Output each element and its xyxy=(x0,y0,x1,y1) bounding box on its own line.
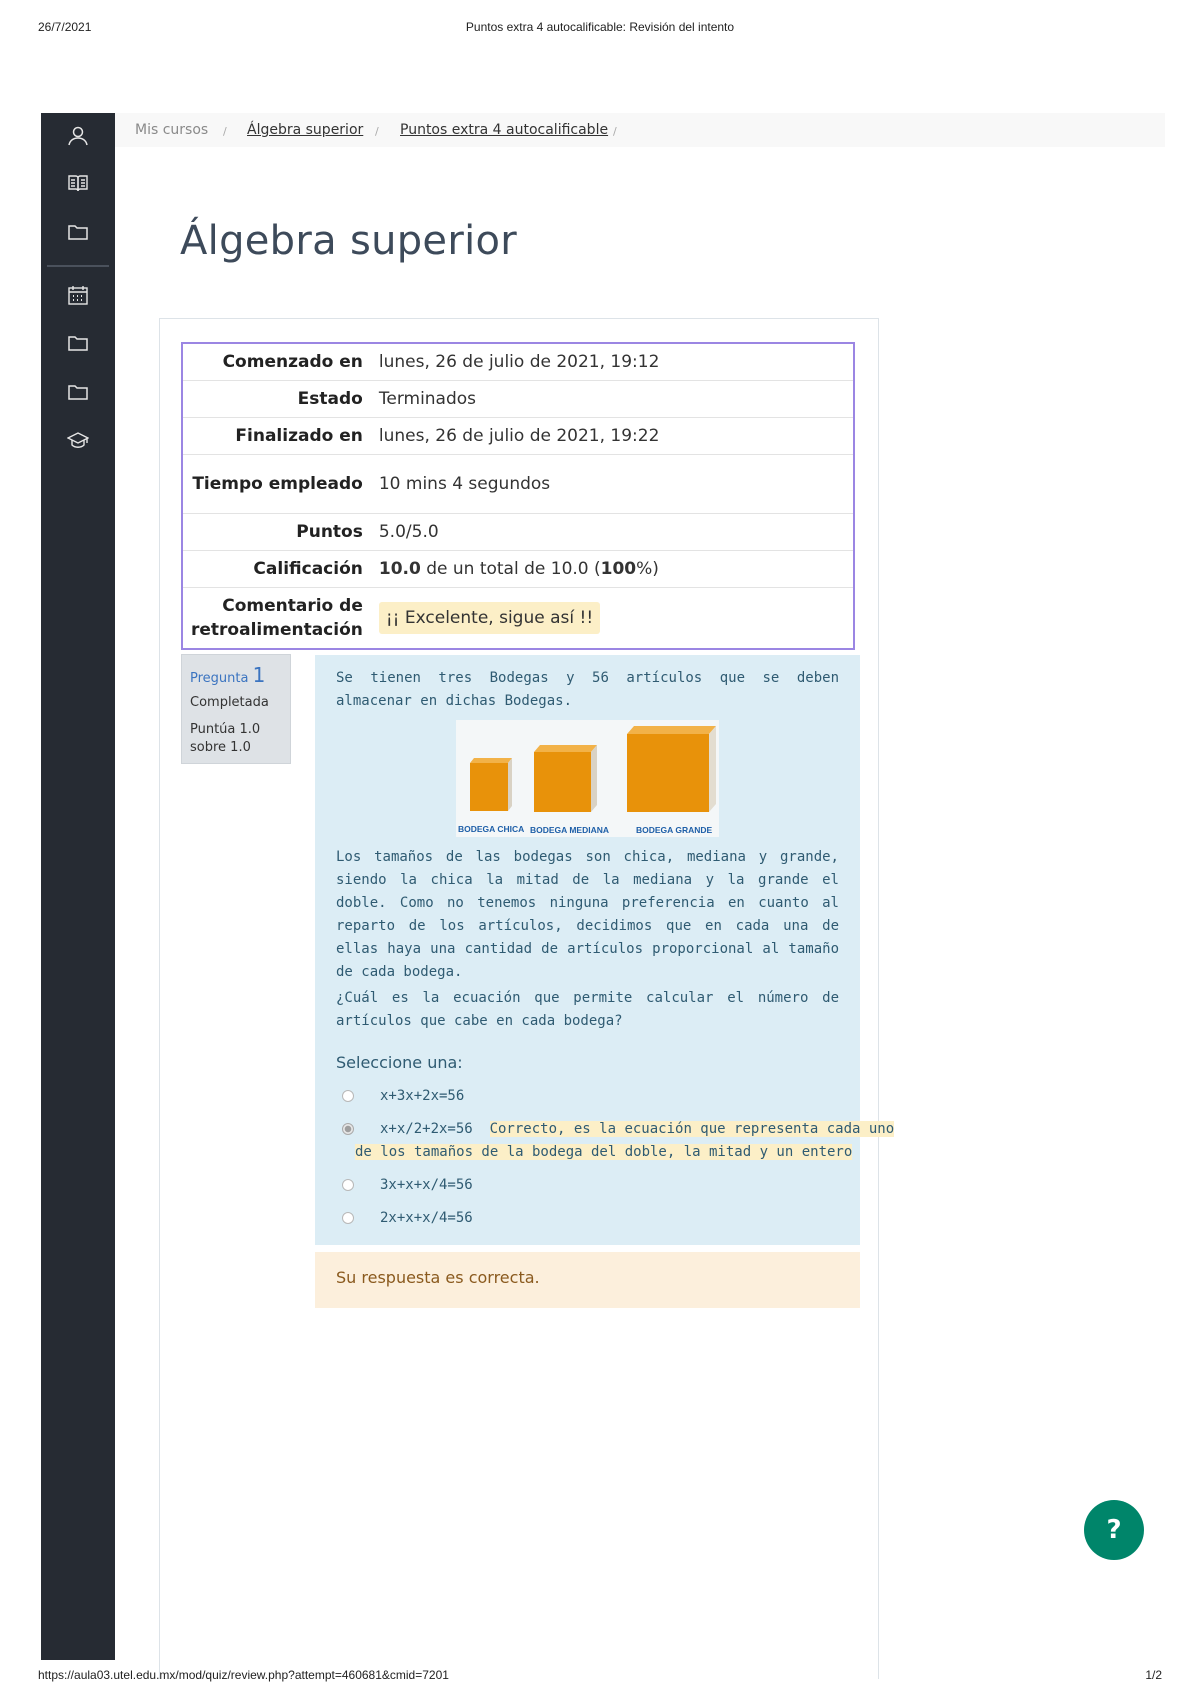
answer-radio[interactable] xyxy=(342,1090,354,1102)
breadcrumb-quiz-link[interactable]: Puntos extra 4 autocalificable xyxy=(400,122,609,138)
summary-label: Estado xyxy=(182,381,375,418)
specific-feedback-continued: de los tamaños de la bodega del doble, la mitad y un entero xyxy=(355,1144,853,1160)
help-button[interactable]: ? xyxy=(1084,1500,1144,1560)
question-body: Los tamaños de las bodegas son chica, mediana y grande, siendo la chica la mitad de la mediana y la grande el doble. Como no tenemos ninguna preferencia en cuanto al reparto de los artículos, decidimos que en cada una de ellas haya una cantidad de artículos proporcional al tamaño de cada bodega. xyxy=(336,849,839,980)
folder-icon[interactable] xyxy=(63,217,93,247)
breadcrumb-course-link[interactable]: Álgebra superior xyxy=(247,122,364,138)
calendar-icon[interactable] xyxy=(63,280,93,310)
answer-radio-selected[interactable] xyxy=(342,1123,354,1135)
print-page-number: 1/2 xyxy=(1145,1668,1162,1682)
breadcrumb xyxy=(115,113,1165,147)
question-number xyxy=(190,663,265,687)
answer-text: x+3x+2x=56 xyxy=(380,1088,465,1104)
sidebar-divider xyxy=(47,265,109,267)
outcome-text: Su respuesta es correcta. xyxy=(336,1268,540,1287)
question-grade: Puntúa 1.0 sobre 1.0 xyxy=(190,722,261,755)
summary-value: 5.0/5.0 xyxy=(375,514,854,551)
summary-label: Comenzado en xyxy=(182,343,375,381)
breadcrumb-separator: / xyxy=(613,125,617,138)
print-header xyxy=(38,20,1162,38)
warehouses-image xyxy=(456,720,719,837)
answer-text: x+x/2+2x=56 xyxy=(380,1121,473,1137)
breadcrumb-mis-cursos[interactable]: Mis cursos xyxy=(135,122,209,138)
summary-row xyxy=(182,455,854,514)
answer-prompt: Seleccione una: xyxy=(336,1053,463,1072)
overall-feedback: ¡¡ Excelente, sigue así !! xyxy=(379,602,600,634)
print-title: Puntos extra 4 autocalificable: Revisión del intento xyxy=(465,20,735,34)
grade-percent: 100 xyxy=(600,559,637,579)
question-number-value: 1 xyxy=(252,663,266,687)
summary-value: lunes, 26 de julio de 2021, 19:12 xyxy=(375,343,854,381)
answer-text-with-feedback xyxy=(380,1121,894,1137)
feedback-cell xyxy=(375,588,854,650)
question-state: Completada xyxy=(190,695,269,710)
print-date: 26/7/2021 xyxy=(38,20,92,34)
summary-row xyxy=(182,514,854,551)
answer-outcome xyxy=(315,1252,860,1308)
breadcrumb-separator: / xyxy=(223,125,227,138)
summary-row xyxy=(182,343,854,381)
folder-icon[interactable] xyxy=(63,377,93,407)
answer-radio[interactable] xyxy=(342,1179,354,1191)
question-formulation xyxy=(315,655,895,1245)
grade-score: 10.0 xyxy=(378,559,421,579)
book-icon[interactable] xyxy=(63,168,93,198)
summary-row xyxy=(182,551,854,588)
folder-icon[interactable] xyxy=(63,328,93,358)
summary-value: lunes, 26 de julio de 2021, 19:22 xyxy=(375,418,854,455)
summary-row xyxy=(182,588,854,650)
print-url: https://aula03.utel.edu.mx/mod/quiz/review.php?attempt=460681&cmid=7201 xyxy=(38,1668,449,1682)
specific-feedback: Correcto, es la ecuación que representa cada uno xyxy=(489,1121,895,1137)
answer-text: 2x+x+x/4=56 xyxy=(380,1210,473,1226)
question-info xyxy=(181,654,291,764)
label-bodega-chica: BODEGA CHICA xyxy=(458,824,525,834)
summary-row xyxy=(182,418,854,455)
attempt-summary-table xyxy=(181,342,855,650)
grade-total: de un total de 10.0 ( xyxy=(420,559,601,579)
warehouses-illustration xyxy=(456,720,719,837)
grade-close: %) xyxy=(636,559,659,579)
breadcrumb-separator: / xyxy=(375,125,379,138)
summary-row xyxy=(182,381,854,418)
grade-value xyxy=(375,551,854,588)
question-intro: Se tienen tres Bodegas y 56 artículos que se deben almacenar en dichas Bodegas. xyxy=(336,670,839,709)
page-title: Álgebra superior xyxy=(180,218,518,264)
summary-label: Finalizado en xyxy=(182,418,375,455)
label-bodega-grande: BODEGA GRANDE xyxy=(636,825,713,835)
summary-label: Puntos xyxy=(182,514,375,551)
user-icon[interactable] xyxy=(63,121,93,151)
print-footer xyxy=(38,1668,1162,1686)
question-text: ¿Cuál es la ecuación que permite calcular el número de artículos que cabe en cada bodega? xyxy=(336,990,839,1029)
graduation-cap-icon[interactable] xyxy=(63,425,93,455)
summary-value: 10 mins 4 segundos xyxy=(375,455,854,514)
sidebar xyxy=(41,113,115,1660)
summary-label: Tiempo empleado xyxy=(182,455,375,514)
answer-radio[interactable] xyxy=(342,1212,354,1224)
summary-value: Terminados xyxy=(375,381,854,418)
answer-text: 3x+x+x/4=56 xyxy=(380,1177,473,1193)
summary-label: Comentario de retroalimentación xyxy=(191,596,363,640)
label-bodega-mediana: BODEGA MEDIANA xyxy=(530,825,610,835)
question-label: Pregunta xyxy=(190,671,249,686)
summary-label: Calificación xyxy=(182,551,375,588)
